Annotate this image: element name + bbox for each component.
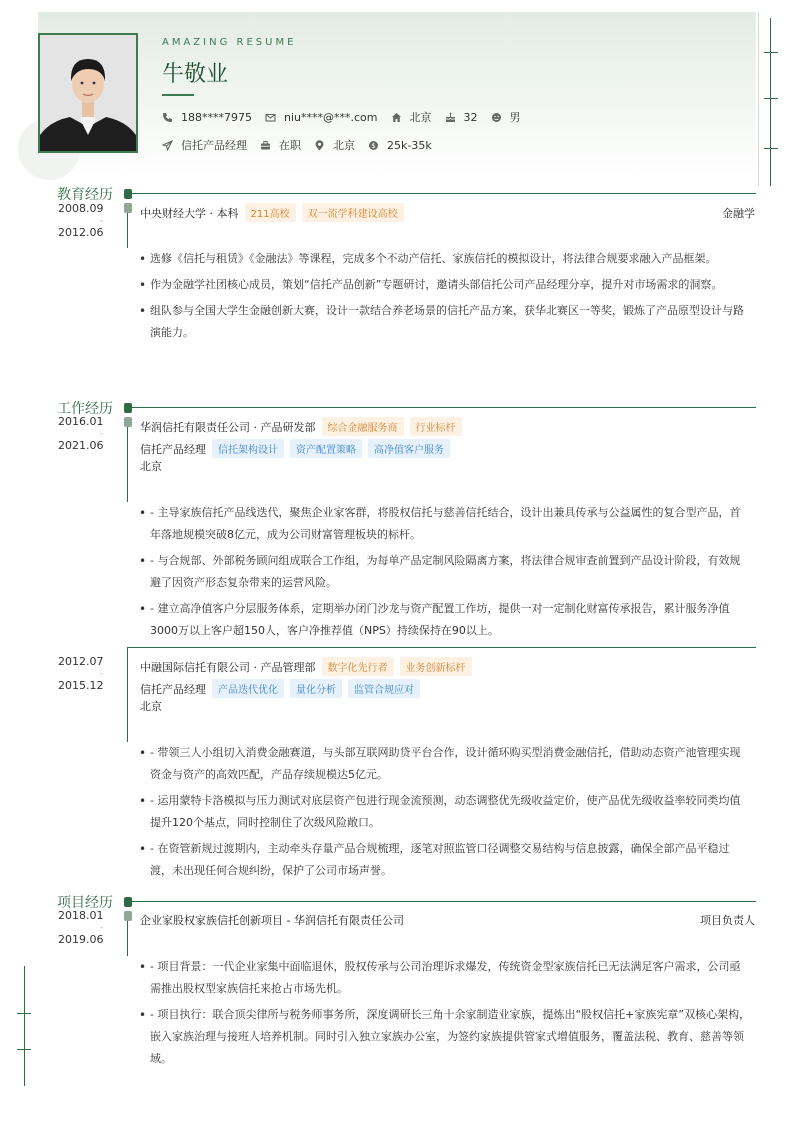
work-bullet-list <box>139 502 751 646</box>
work-company <box>140 657 472 676</box>
status-text: 在职 <box>279 139 301 152</box>
education-section-title: 教育经历 <box>57 187 113 203</box>
skill-tag: 量化分析 <box>290 679 342 698</box>
education-start-date: 2008.09 <box>58 202 104 215</box>
target-position-info <box>162 137 247 153</box>
gender-icon <box>491 112 502 123</box>
target-city-info <box>314 137 355 153</box>
company-tag: 业务创新标杆 <box>400 657 472 676</box>
list-item: • - 项目执行：联合顶尖律所与税务师事务所，深度调研长三角十余家制造业家族，提炼出“股权信托+家族宪章”双核心架构，嵌入家族治理与接班人培养机制。同时引入独立家族办公室，为签约家族提供管家式增值服务，覆盖法税、教育、慈善等领域。 <box>139 1004 751 1070</box>
phone-text: 188****7975 <box>181 110 252 124</box>
company-tag: 数字化先行者 <box>322 657 394 676</box>
gender-info <box>491 109 521 125</box>
project-role: 项目负责人 <box>700 914 755 927</box>
project-name <box>140 912 404 928</box>
resume-tagline: AMAZING RESUME <box>162 37 297 48</box>
education-major: 金融学 <box>722 207 755 220</box>
education-end-date: 2012.06 <box>58 226 104 239</box>
section-divider <box>128 407 756 408</box>
city-text: 北京 <box>409 111 432 124</box>
section-divider <box>128 193 756 194</box>
position-title: 信托产品经理 <box>140 442 206 456</box>
list-item: • 选修《信托与租赁》《金融法》等课程，完成多个不动产信托、家族信托的模拟设计，将法律合规要求融入产品框架。 <box>139 248 751 270</box>
contact-info-row <box>162 109 534 125</box>
project-end-date: 2019.06 <box>58 933 104 946</box>
list-item: • - 主导家族信托产品线迭代，聚焦企业家客群，将股权信托与慈善信托结合，设计出兼具传承与公益属性的复合型产品，首年落地规模突破8亿元，成为公司财富管理板块的标杆。 <box>139 502 751 546</box>
list-item: • 作为金融学社团核心成员，策划“信托产品创新”专题研讨，邀请头部信托公司产品经理分享，提升对市场需求的洞察。 <box>139 274 751 296</box>
email-text: niu****@***.com <box>284 110 378 124</box>
email-info <box>265 111 378 124</box>
mail-icon <box>265 112 276 123</box>
list-item: • - 项目背景：一代企业家集中面临退休，股权传承与公司治理诉求爆发，传统资金型家族信托已无法满足客户需求，公司亟需推出股权型家族信托来抢占市场先机。 <box>139 956 751 1000</box>
target-position-text: 信托产品经理 <box>181 139 247 152</box>
briefcase-icon <box>260 140 271 151</box>
svg-text:$: $ <box>371 141 376 150</box>
company-name: 华润信托有限责任公司 · 产品研发部 <box>140 420 316 434</box>
work-position <box>140 439 450 458</box>
status-info <box>260 137 301 153</box>
timeline-marker <box>124 417 132 427</box>
timeline-line <box>127 427 128 502</box>
timeline-line <box>127 647 128 742</box>
list-item: • - 带领三人小组切入消费金融赛道，与头部互联网助贷平台合作，设计循环购买型消费金融信托，借助动态资产池管理实现资金与资产的高效匹配，产品存续规模达5亿元。 <box>139 742 751 786</box>
section-marker <box>124 897 132 907</box>
work-bullet-list <box>139 742 751 886</box>
list-item: • - 在资管新规过渡期内，主动牵头存量产品合规梳理，逐笔对照监管口径调整交易结构与信息披露，确保全部产品平稳过渡，未出现任何合规纠纷，保护了公司市场声誉。 <box>139 838 751 882</box>
decorative-tick <box>764 148 778 149</box>
entry-divider <box>128 647 756 648</box>
job-intention-row <box>162 137 445 153</box>
header-frame-line <box>758 12 759 186</box>
city-info <box>391 109 432 125</box>
project-bullet-list <box>139 956 751 1074</box>
section-marker <box>124 189 132 199</box>
education-school <box>140 203 404 222</box>
work-location: 北京 <box>140 700 162 713</box>
list-item: • 组队参与全国大学生金融创新大赛，设计一款结合养老场景的信托产品方案，获华北赛区一等奖，锻炼了产品原型设计与路演能力。 <box>139 300 751 344</box>
position-title: 信托产品经理 <box>140 682 206 696</box>
target-city-text: 北京 <box>333 139 355 152</box>
decorative-vertical-line <box>24 966 25 1086</box>
date-separator: - <box>100 669 103 678</box>
timeline-marker <box>124 203 132 213</box>
cake-icon <box>445 112 456 123</box>
decorative-tick <box>17 1049 31 1050</box>
coin-icon <box>368 140 379 151</box>
home-icon <box>391 112 402 123</box>
skill-tag: 高净值客户服务 <box>368 439 450 458</box>
decorative-tick <box>764 98 778 99</box>
timeline-line <box>127 213 128 248</box>
project-start-date: 2018.01 <box>58 909 104 922</box>
date-separator: - <box>100 429 103 438</box>
age-text: 32 <box>463 110 478 124</box>
decorative-tick <box>17 1013 31 1014</box>
salary-info <box>368 139 432 152</box>
phone-info <box>162 111 252 124</box>
profile-photo <box>38 33 138 153</box>
timeline-marker <box>124 911 132 921</box>
timeline-line <box>127 921 128 956</box>
skill-tag: 产品迭代优化 <box>212 679 284 698</box>
school-name: 中央财经大学 · 本科 <box>140 206 239 220</box>
decorative-vertical-line <box>770 18 771 186</box>
education-bullet-list <box>139 248 751 348</box>
section-marker <box>124 403 132 413</box>
school-tag: 211高校 <box>245 203 296 222</box>
list-item: • - 运用蒙特卡洛模拟与压力测试对底层资产包进行现金流预测，动态调整优先级收益定价，使产品优先级收益率较同类均值提升120个基点，同时控制住了次级风险敞口。 <box>139 790 751 834</box>
candidate-name: 牛敬业 <box>162 62 229 87</box>
list-item: • - 与合规部、外部税务顾问组成联合工作组，为每单产品定制风险隔离方案，将法律合规审查前置到产品设计阶段，有效规避了因资产形态复杂带来的运营风险。 <box>139 550 751 594</box>
section-divider <box>128 901 756 902</box>
project-title: 企业家股权家族信托创新项目 - 华润信托有限责任公司 <box>140 914 404 927</box>
work-start-date: 2012.07 <box>58 655 104 668</box>
send-icon <box>162 140 173 151</box>
date-separator: - <box>100 216 103 225</box>
company-name: 中融国际信托有限公司 · 产品管理部 <box>140 660 316 674</box>
work-position <box>140 679 420 698</box>
school-tag: 双一流学科建设高校 <box>302 203 404 222</box>
work-company <box>140 417 462 436</box>
skill-tag: 信托架构设计 <box>212 439 284 458</box>
work-start-date: 2016.01 <box>58 415 104 428</box>
gender-text: 男 <box>509 111 521 124</box>
work-end-date: 2021.06 <box>58 439 104 452</box>
skill-tag: 监管合规应对 <box>348 679 420 698</box>
skill-tag: 资产配置策略 <box>290 439 362 458</box>
project-section-title: 项目经历 <box>57 895 113 911</box>
work-section-title: 工作经历 <box>57 401 113 417</box>
company-tag: 行业标杆 <box>410 417 462 436</box>
phone-icon <box>162 112 173 123</box>
company-tag: 综合金融服务商 <box>322 417 404 436</box>
salary-text: 25k-35k <box>387 138 432 152</box>
age-info <box>445 111 478 124</box>
work-location: 北京 <box>140 460 162 473</box>
date-separator: - <box>100 923 103 932</box>
decorative-tick <box>764 52 778 53</box>
list-item: • - 建立高净值客户分层服务体系，定期举办闭门沙龙与资产配置工作坊，提供一对一定制化财富传承报告，累计服务净值3000万以上客户超150人，客户净推荐值（NPS）持续保持在90以上。 <box>139 598 751 642</box>
location-pin-icon <box>314 140 325 151</box>
name-underline <box>162 94 194 96</box>
work-end-date: 2015.12 <box>58 679 104 692</box>
